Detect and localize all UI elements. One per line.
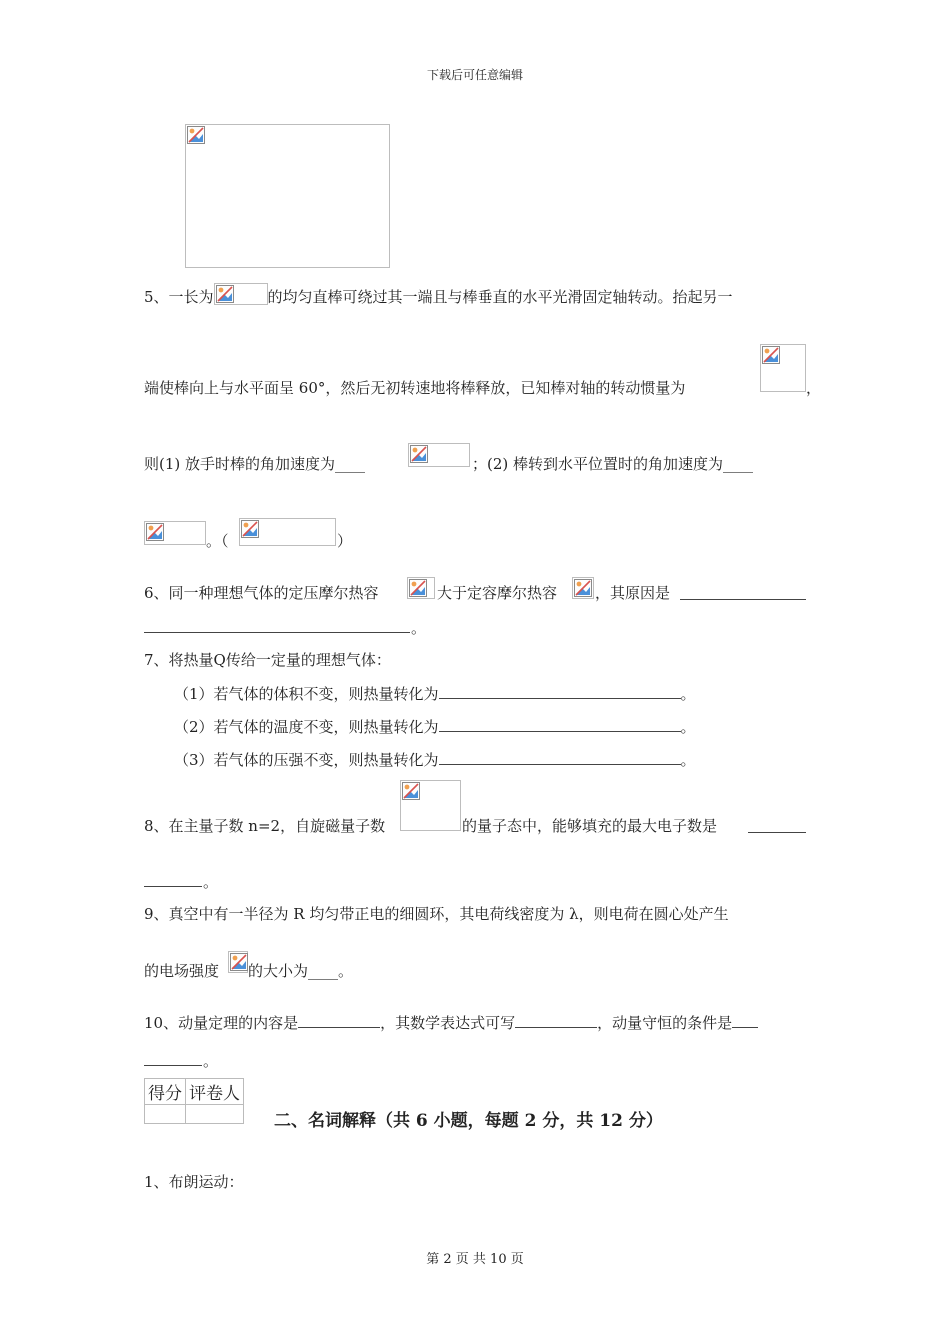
formula-image <box>239 518 336 546</box>
q5-line-1 <box>144 287 733 309</box>
broken-image-icon <box>216 285 234 303</box>
q9-text-a: 9、真空中有一半径为 R 均匀带正电的细圆环，其电荷线密度为 λ，则电荷在圆心处产生 <box>144 905 729 923</box>
answer-blank[interactable] <box>439 684 681 699</box>
broken-image-icon <box>241 520 259 538</box>
q10-text-d: 。 <box>203 1052 219 1070</box>
formula-image <box>214 287 268 309</box>
answer-blank[interactable] <box>732 1013 758 1028</box>
page-footer: 第 2 页 共 10 页 <box>426 1252 524 1267</box>
score-label: 得分 <box>145 1079 186 1105</box>
formula-image <box>407 577 435 599</box>
broken-image-icon <box>762 346 780 364</box>
broken-image-icon <box>187 126 205 144</box>
q7-item-3 <box>174 750 696 770</box>
q8-text-a: 8、在主量子数 n=2，自旋磁量子数 <box>144 817 386 835</box>
q8-text-c: 。 <box>203 873 219 891</box>
q8-text-b: 的量子态中，能够填充的最大电子数是 <box>462 817 718 835</box>
broken-image-icon <box>402 782 420 800</box>
q10-text-b: ，其数学表达式可写 <box>380 1014 516 1032</box>
q5-text-e: ；(2) 棒转到水平位置时的角加速度为____ <box>472 455 754 473</box>
q7-item-end: 。 <box>680 751 696 769</box>
page-header: 下载后可任意编辑 <box>426 68 523 82</box>
score-table <box>144 1078 244 1124</box>
s2-q1: 1、布朗运动： <box>144 1173 244 1191</box>
formula-image <box>760 344 806 392</box>
q5-text-b: 的均匀直棒可绕过其一端且与棒垂直的水平光滑固定轴转动。抬起另一 <box>267 288 733 306</box>
answer-blank[interactable] <box>515 1013 597 1028</box>
formula-image <box>400 780 461 831</box>
answer-blank[interactable] <box>298 1013 380 1028</box>
q5-comma: ， <box>806 379 822 397</box>
answer-blank[interactable] <box>144 886 202 887</box>
q7-item-2 <box>174 717 696 737</box>
q7-item-end: 。 <box>680 685 696 703</box>
q6-text-b: 大于定容摩尔热容 <box>437 584 558 602</box>
q7-item-end: 。 <box>680 718 696 736</box>
grader-label: 评卷人 <box>186 1079 244 1105</box>
formula-image <box>408 443 470 467</box>
q7-item-1 <box>174 684 696 704</box>
broken-image-icon <box>410 445 428 463</box>
broken-image-icon <box>146 523 164 541</box>
figure-image <box>185 124 390 268</box>
q5-line-2 <box>144 378 685 398</box>
q9-text-c: 的大小为____。 <box>248 962 354 980</box>
q10-text-c: ，动量守恒的条件是 <box>597 1014 733 1032</box>
answer-blank[interactable] <box>144 632 410 633</box>
grader-cell[interactable] <box>186 1105 244 1124</box>
answer-blank[interactable] <box>439 750 681 765</box>
q7-item-text: （3）若气体的压强不变，则热量转化为 <box>174 751 439 769</box>
broken-image-icon <box>230 953 248 971</box>
broken-image-icon <box>574 579 592 597</box>
formula-image <box>572 577 594 599</box>
q6-text-d: 。 <box>411 619 427 637</box>
q7-item-text: （1）若气体的体积不变，则热量转化为 <box>174 685 439 703</box>
q7-title: 7、将热量Q传给一定量的理想气体： <box>144 651 391 669</box>
formula-image <box>228 951 248 973</box>
section-title: 二、名词解释（共 6 小题，每题 2 分，共 12 分） <box>274 1111 663 1131</box>
answer-blank[interactable] <box>144 1065 202 1066</box>
q6-text-a: 6、同一种理想气体的定压摩尔热容 <box>144 584 379 602</box>
q5-text-d: 则(1) 放手时棒的角加速度为____ <box>144 455 366 473</box>
q6-text-c: ，其原因是 <box>595 584 671 602</box>
formula-image <box>144 521 206 545</box>
q7-item-text: （2）若气体的温度不变，则热量转化为 <box>174 718 439 736</box>
q10-line-1 <box>144 1013 758 1033</box>
q5-text-g: ） <box>337 532 353 550</box>
q5-text-f: 。（ <box>206 532 229 550</box>
broken-image-icon <box>409 579 427 597</box>
q10-text-a: 10、动量定理的内容是 <box>144 1014 299 1032</box>
score-cell[interactable] <box>145 1105 186 1124</box>
q5-text-a: 5、一长为 <box>144 288 214 306</box>
q5-text-c: 端使棒向上与水平面呈 60°，然后无初转速地将棒释放，已知棒对轴的转动惯量为 <box>144 379 686 397</box>
q9-text-b: 的电场强度 <box>144 962 220 980</box>
answer-blank[interactable] <box>748 832 806 833</box>
answer-blank[interactable] <box>439 717 681 732</box>
answer-blank[interactable] <box>680 599 806 600</box>
